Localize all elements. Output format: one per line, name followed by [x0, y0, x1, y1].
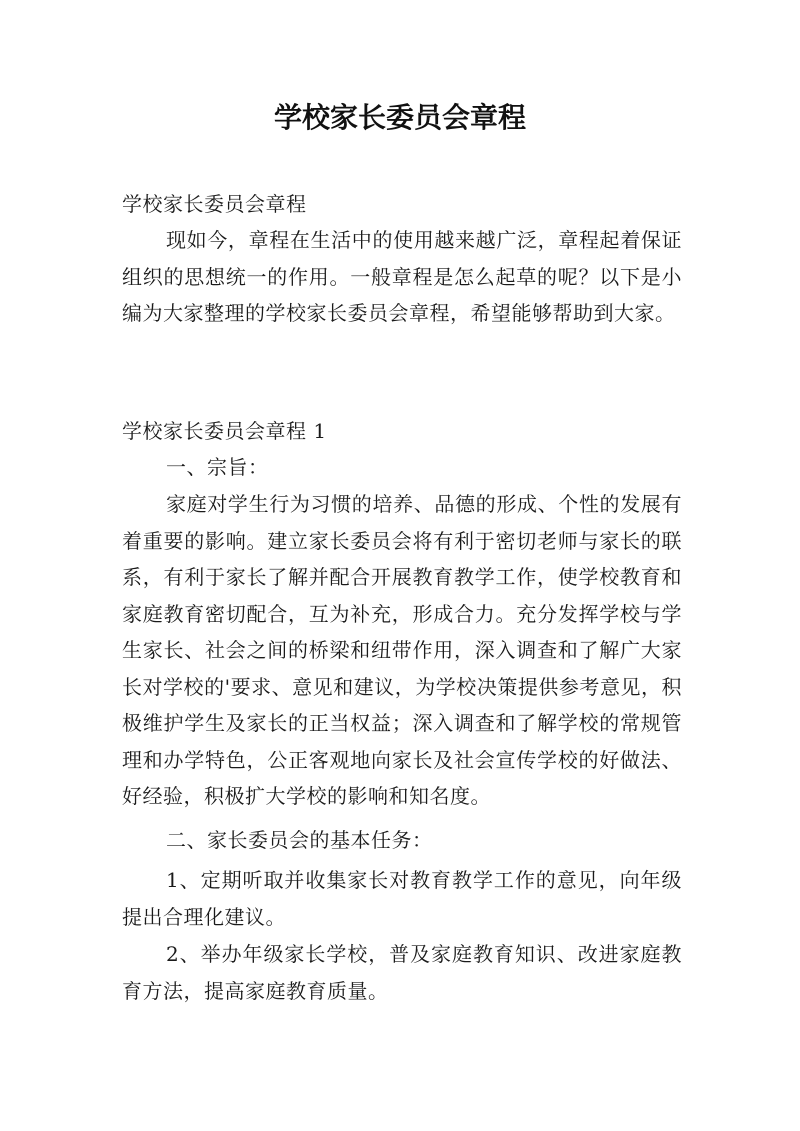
tasks-heading: 二、家长委员会的基本任务：: [166, 828, 433, 852]
task-item-1: 1、定期听取并收集家长对教育教学工作的意见，向年级提出合理化建议。: [122, 868, 682, 929]
purpose-paragraph: 家庭对学生行为习惯的培养、品德的形成、个性的发展有着重要的影响。建立家长委员会将有利于密切老师与家长的联系，有利于家长了解并配合开展教育教学工作，使学校教育和家庭教育密切配合，互为补充，形成合力。充分发挥学校与学生家长、社会之间的桥梁和纽带作用，深入调查和了解广大家长对学校的'要求、意见和建议，为学校决策提供参考意见，积极维护学生及家长的正当权益；深入调查和了解学校的常规管理和办学特色，公正客观地向家长及社会宣传学校的好做法、好经验，积极扩大学校的影响和知名度。: [122, 492, 682, 808]
task-item-2: 2、举办年级家长学校，普及家庭教育知识、改进家庭教育方法，提高家庭教育质量。: [122, 942, 682, 1003]
intro-paragraph: 现如今，章程在生活中的使用越来越广泛，章程起着保证组织的思想统一的作用。一般章程是怎么起草的呢？以下是小编为大家整理的学校家长委员会章程，希望能够帮助到大家。: [122, 228, 682, 325]
purpose-heading: 一、宗旨：: [166, 455, 269, 479]
document-title: 学校家长委员会章程: [273, 101, 526, 134]
section-1-heading: 学校家长委员会章程 1: [122, 419, 327, 443]
intro-heading: 学校家长委员会章程: [122, 192, 307, 216]
